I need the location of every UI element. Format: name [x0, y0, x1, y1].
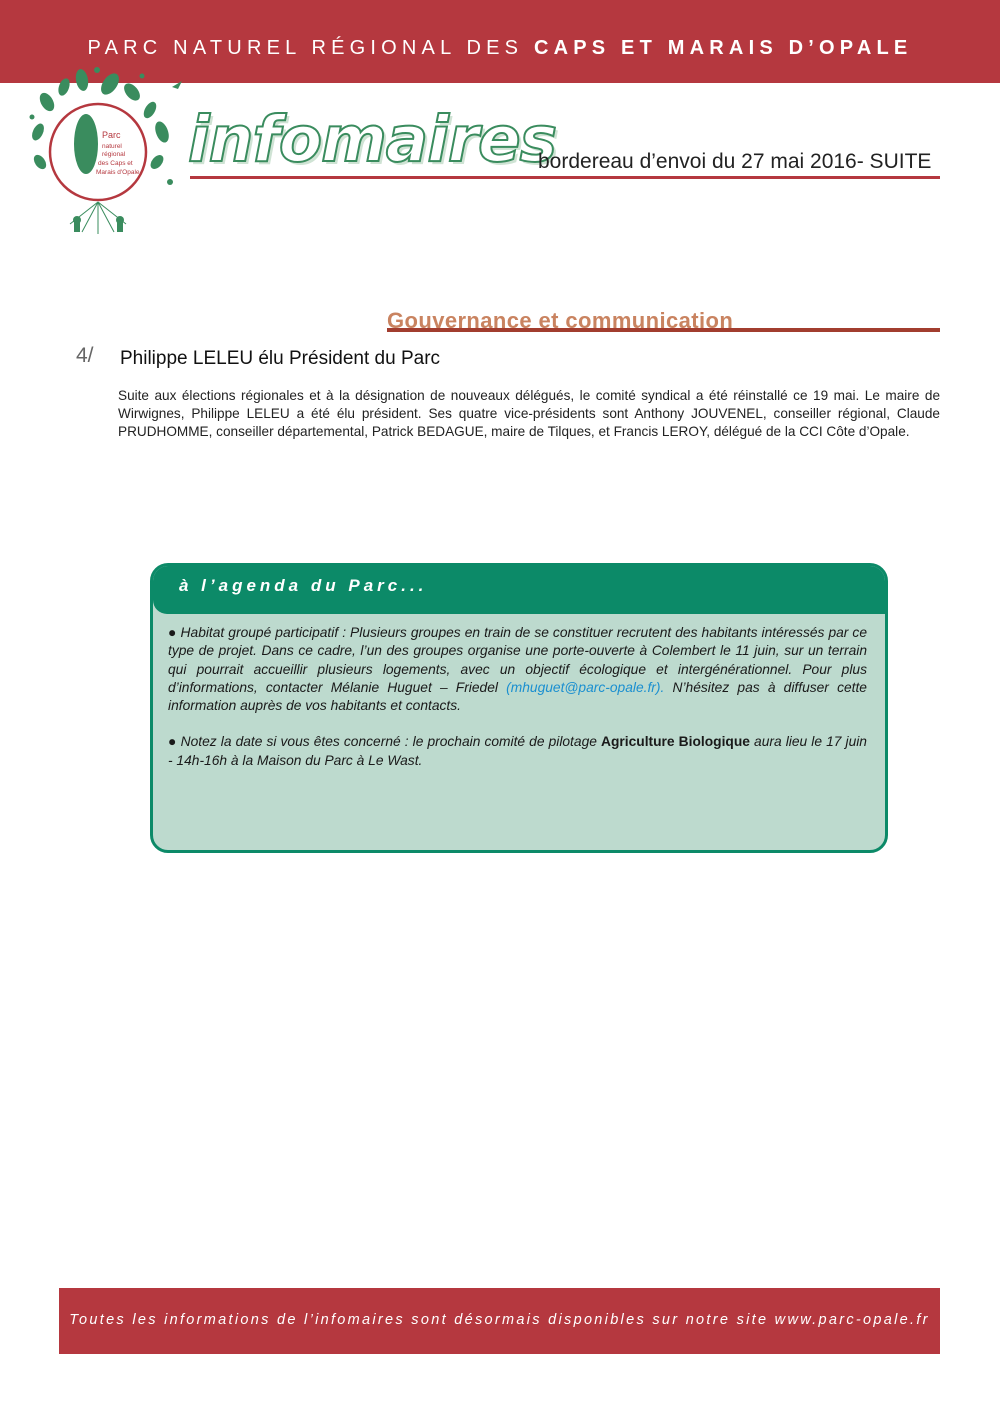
- footer-bar: [59, 1288, 940, 1354]
- agenda-item-agriculture-strong: Agriculture Biologique: [601, 734, 750, 750]
- header-rule: [190, 176, 940, 179]
- svg-text:des Caps et: des Caps et: [98, 160, 133, 167]
- svg-text:Parc: Parc: [102, 130, 121, 140]
- article-title: Philippe LELEU élu Président du Parc: [120, 348, 441, 369]
- footer-text: Toutes les informations de l’infomaires sont désormais disponibles sur notre site www.parc-opale.fr: [69, 1312, 930, 1328]
- agenda-item-habitat-tail: N’hésitez pas à diffuser cette information auprès de vos habitants et contacts.: [168, 679, 867, 714]
- contact-email-link[interactable]: (mhuguet@parc-opale.fr).: [506, 679, 665, 695]
- agenda-item-agriculture: [168, 733, 867, 770]
- org-title: [0, 37, 1000, 60]
- park-logo: [22, 62, 192, 237]
- article-body: Suite aux élections régionales et à la désignation de nouveaux délégués, le comité syndical a été réinstallé ce 19 mai. Le maire de Wirwignes, Philippe LELEU a été élu président. Ses quatre vice-présidents sont Anthony JOUVENEL, conseiller régional, Claude PRUDHOMME, conseiller départemental, Patrick BEDAGUE, maire de Tilques, et Francis LEROY, délégué de la CCI Côte d’Opale.: [118, 388, 940, 440]
- bordereau-date: bordereau d’envoi du 27 mai 2016- SUITE: [538, 150, 932, 173]
- article-number: 4/: [76, 344, 94, 367]
- agenda-item-habitat-text: ● Habitat groupé participatif : Plusieurs groupes en train de se constituer recrutent des habitants intéressés par ce type de projet. Dans ce cadre, l’un des groupes organise une porte-ouverte à Colembert le 11 juin, sur un terrain qui pourrait accueillir plusieurs logements, avec un objectif écologique et intergénérationnel. Pour plus d’informations, contacter Mélanie Huguet – Friedel: [168, 625, 867, 695]
- svg-text:naturel: naturel: [102, 143, 122, 150]
- section-title: Gouvernance et communication: [387, 308, 734, 328]
- svg-text:Marais d'Opale: Marais d'Opale: [96, 169, 140, 176]
- agenda-title: à l’agenda du Parc...: [179, 576, 428, 595]
- agenda-item-agriculture-pre: ● Notez la date si vous êtes concerné : le prochain comité de pilotage: [168, 734, 597, 750]
- agenda-item-habitat: [168, 624, 867, 715]
- agenda-box: [150, 563, 888, 853]
- org-title-highlight: CAPS ET MARAIS D’OPALE: [533, 37, 913, 59]
- svg-text:régional: régional: [102, 151, 126, 158]
- org-title-prefix: PARC NATUREL RÉGIONAL DES: [87, 37, 524, 59]
- agenda-body: [153, 614, 885, 770]
- agenda-item-agriculture-post: aura lieu le 17 juin - 14h-16h à la Maison du Parc à Le Wast.: [168, 734, 867, 768]
- agenda-header: [153, 566, 885, 614]
- section-rule: [387, 328, 940, 332]
- masthead: infomaires: [188, 103, 557, 176]
